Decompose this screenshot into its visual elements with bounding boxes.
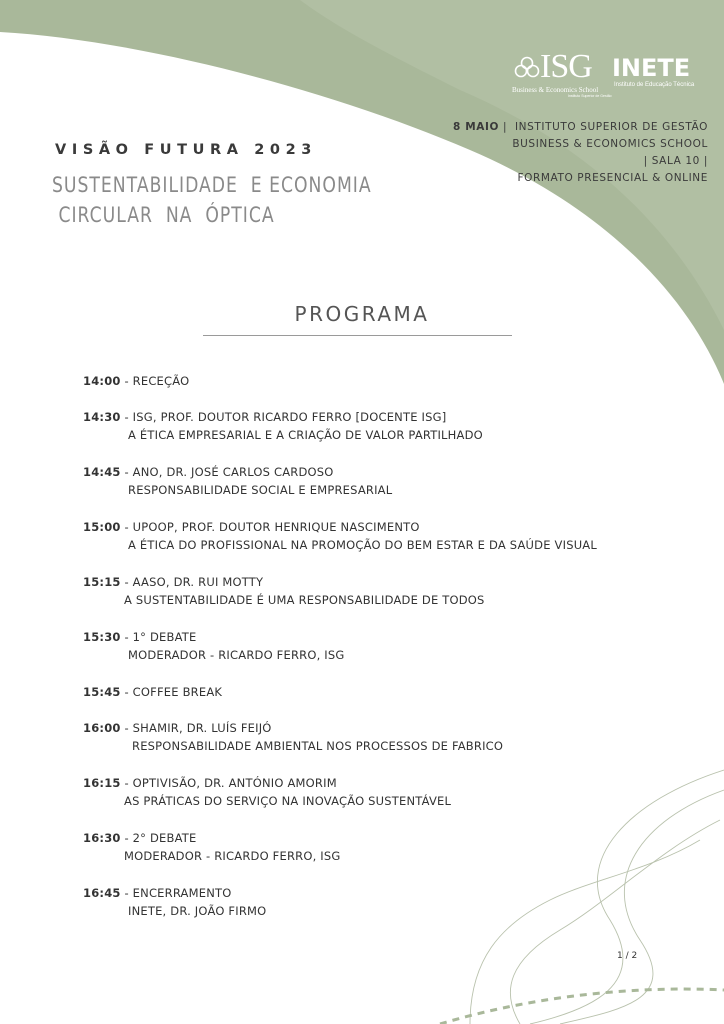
schedule-time: 14:00 xyxy=(83,374,121,388)
isg-logo-subtitle: Business & Economics School xyxy=(512,86,599,94)
schedule-title: - ENCERRAMENTO xyxy=(120,886,232,900)
schedule-title: - UPOOP, PROF. DOUTOR HENRIQUE NASCIMENTO xyxy=(120,520,420,534)
isg-logo xyxy=(512,48,612,98)
event-venue-line1: INSTITUTO SUPERIOR DE GESTÃO xyxy=(514,121,708,133)
schedule-time: 16:15 xyxy=(83,776,121,790)
schedule-time: 15:15 xyxy=(83,575,121,589)
event-headline xyxy=(52,170,372,230)
schedule-title: - SHAMIR, DR. LUÍS FEIJÓ xyxy=(120,721,272,735)
schedule-subtitle: MODERADOR - RICARDO FERRO, ISG xyxy=(128,648,345,662)
schedule-item xyxy=(83,628,703,664)
schedule-item xyxy=(83,518,703,554)
isg-logo-text: ISG xyxy=(540,48,592,85)
inete-logo-text: INETE xyxy=(612,54,691,82)
program-title-divider xyxy=(203,335,512,336)
schedule-item xyxy=(83,372,703,390)
event-date-venue-line: 8 MAIO | INSTITUTO SUPERIOR DE GESTÃO xyxy=(453,121,708,133)
schedule-title: - AASO, DR. RUI MOTTY xyxy=(120,575,264,589)
event-format: FORMATO PRESENCIAL & ONLINE xyxy=(517,172,708,184)
schedule-time: 14:45 xyxy=(83,465,121,479)
schedule-subtitle: A ÉTICA EMPRESARIAL E A CRIAÇÃO DE VALOR PARTILHADO xyxy=(128,428,483,442)
schedule-time: 15:45 xyxy=(83,685,121,699)
schedule-time: 15:00 xyxy=(83,520,121,534)
program-title: PROGRAMA xyxy=(294,302,430,326)
schedule-time: 16:30 xyxy=(83,831,121,845)
event-venue-line2: BUSINESS & ECONOMICS SCHOOL xyxy=(512,138,708,150)
schedule-item xyxy=(83,463,703,499)
schedule-item xyxy=(83,573,703,609)
schedule-subtitle: RESPONSABILIDADE AMBIENTAL NOS PROCESSOS DE FABRICO xyxy=(132,739,504,753)
event-info xyxy=(453,119,708,187)
schedule-subtitle: AS PRÁTICAS DO SERVIÇO NA INOVAÇÃO SUSTENTÁVEL xyxy=(124,794,452,808)
schedule-subtitle: A SUSTENTABILIDADE É UMA RESPONSABILIDADE DE TODOS xyxy=(124,593,485,607)
event-venue-line3: | SALA 10 | xyxy=(643,155,708,167)
schedule-item xyxy=(83,408,703,444)
schedule-time: 14:30 xyxy=(83,410,121,424)
schedule-title: - ISG, PROF. DOUTOR RICARDO FERRO [DOCENTE ISG] xyxy=(120,410,447,424)
logos xyxy=(512,44,712,104)
isg-logo-tagline: Instituto Superior de Gestão xyxy=(568,94,612,98)
schedule-title: - 1° DEBATE xyxy=(120,630,197,644)
schedule-item xyxy=(83,884,703,920)
clover-icon xyxy=(514,56,540,82)
schedule-time: 16:45 xyxy=(83,886,121,900)
event-kicker: VISÃO FUTURA 2023 xyxy=(55,142,317,158)
schedule-subtitle: INETE, DR. JOÃO FIRMO xyxy=(128,904,267,918)
inete-logo xyxy=(612,54,712,94)
headline-line1: SUSTENTABILIDADE E ECONOMIA xyxy=(52,173,372,197)
schedule-title: - COFFEE BREAK xyxy=(120,685,223,699)
schedule-time: 15:30 xyxy=(83,630,121,644)
schedule-item xyxy=(83,774,703,810)
schedule-item xyxy=(83,829,703,865)
page-number: 1 / 2 xyxy=(617,951,638,961)
schedule-title: - RECEÇÃO xyxy=(120,374,190,388)
event-date: 8 MAIO xyxy=(453,121,500,133)
schedule-time: 16:00 xyxy=(83,721,121,735)
schedule-title: - 2° DEBATE xyxy=(120,831,197,845)
schedule-subtitle: A ÉTICA DO PROFISSIONAL NA PROMOÇÃO DO BEM ESTAR E DA SAÚDE VISUAL xyxy=(128,538,597,552)
schedule-subtitle: MODERADOR - RICARDO FERRO, ISG xyxy=(124,849,341,863)
inete-logo-subtitle: Instituto de Educação Técnica xyxy=(614,82,695,88)
schedule-subtitle: RESPONSABILIDADE SOCIAL E EMPRESARIAL xyxy=(128,483,393,497)
schedule-title: - ANO, DR. JOSÉ CARLOS CARDOSO xyxy=(120,465,334,479)
headline-line2: CIRCULAR NA ÓPTICA xyxy=(52,203,275,227)
schedule-item xyxy=(83,683,703,701)
schedule-item xyxy=(83,719,703,755)
schedule-title: - OPTIVISÃO, DR. ANTÓNIO AMORIM xyxy=(120,776,337,790)
